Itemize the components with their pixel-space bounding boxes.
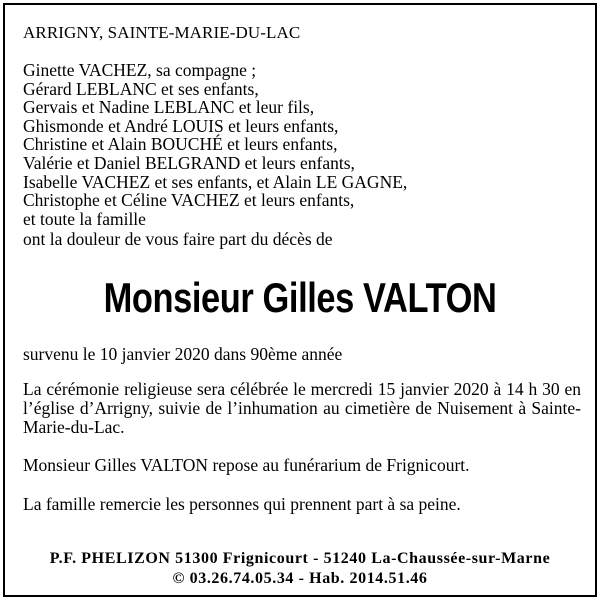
death-notice xyxy=(3,3,597,597)
family-line: Ghismonde et André LOUIS et leurs enfants, xyxy=(23,115,339,136)
contact-line: © 03.26.74.05.34 - Hab. 2014.51.46 xyxy=(172,570,428,587)
family-line: Isabelle VACHEZ et ses enfants, et Alain LE GAGNE, xyxy=(23,171,408,192)
family-line: Christine et Alain BOUCHÉ et leurs enfants, xyxy=(23,134,338,155)
location-heading: ARRIGNY, SAINTE-MARIE-DU-LAC xyxy=(23,23,301,42)
ceremony-paragraph: La cérémonie religieuse sera célébrée le mercredi 15 janvier 2020 à 14 h 30 en l’église d’Arrigny, suivie de l’inhumation au cimetière de Nuisement à Sainte-Marie-du-Lac. xyxy=(23,379,581,437)
family-list xyxy=(23,61,407,228)
announcement-text: ont la douleur de vous faire part du décès de xyxy=(23,229,333,249)
deceased-name: Monsieur Gilles VALTON xyxy=(103,274,497,321)
funeral-home-paragraph: Monsieur Gilles VALTON repose au funérarium de Frignicourt. xyxy=(23,455,470,475)
family-line: Valérie et Daniel BELGRAND et leurs enfants, xyxy=(23,152,355,173)
family-line: et toute la famille xyxy=(23,208,146,229)
family-line: Christophe et Céline VACHEZ et leurs enfants, xyxy=(23,190,355,211)
family-line: Ginette VACHEZ, sa compagne ; xyxy=(23,60,257,80)
funeral-director-line: P.F. PHELIZON 51300 Frignicourt - 51240 La-Chaussée-sur-Marne xyxy=(49,550,551,567)
family-line: Gervais et Nadine LEBLANC et leur fils, xyxy=(23,97,315,118)
thanks-paragraph: La famille remercie les personnes qui prennent part à sa peine. xyxy=(23,494,461,514)
family-line: Gérard LEBLANC et ses enfants, xyxy=(23,78,259,99)
deceased-date-paragraph: survenu le 10 janvier 2020 dans 90ème année xyxy=(23,344,343,364)
